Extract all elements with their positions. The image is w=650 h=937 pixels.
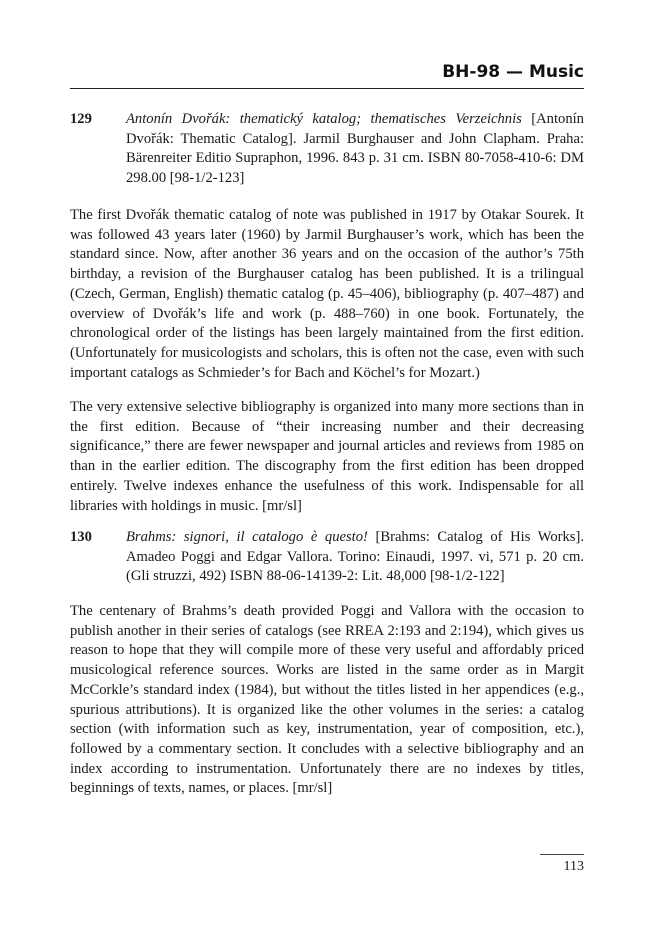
entry-citation [126,528,584,587]
entry-title: Brahms: signori, il catalogo è questo! [126,529,368,545]
page-number: 113 [563,859,584,874]
entry-130 [70,528,584,587]
entry-details: [Brahms: Catalog of His Works]. Amadeo Poggi and Edgar Vallora. Torino: Einaudi, 1997. vi, 571 p. 20 cm. (Gli struzzi, 492) ISBN 88-06-14139-2: Lit. 48,000 [98-1/2-122] [126,529,584,585]
entry-details: [Antonín Dvořák: Thematic Catalog]. Jarmil Burghauser and John Clapham. Praha: Bärenreiter Editio Supraphon, 1996. 843 p. 31 cm. ISBN 80-7058-410-6: DM 298.00 [98-1/2-123] [126,111,584,187]
review-paragraph-1: The first Dvořák thematic catalog of note was published in 1917 by Otakar Sourek. It was followed 43 years later (1960) by Jarmil Burghauser’s work, which has been the standard since. Now, after another 36 years and on the occasion of the author’s 75th birthday, a revision of the Burghauser catalog has been published. It is a trilingual (Czech, German, English) thematic catalog (p. 45–406), bibliography (p. 407–487) and overview of Dvořák’s life and work (p. 488–760) in one book. Fortunately, the chronological order of the listings has been largely maintained from the first edition. (Unfortunately for musicologists and scholars, this is often not the case, even with such important catalogs as Schmieder’s for Bach and Köchel’s for Mozart.) [70,207,584,381]
running-header: BH-98 — Music [442,62,584,82]
footer-rule [540,854,584,855]
entry-title: Antonín Dvořák: thematický katalog; thematisches Verzeichnis [126,111,522,127]
entry-citation [126,110,584,189]
header-rule [70,88,584,89]
entry-number: 129 [70,111,92,127]
review-paragraph-3: The centenary of Brahms’s death provided Poggi and Vallora with the occasion to publish another in their series of catalogs (see RREA 2:193 and 2:194), which gives us reason to hope that they will compile more of these very useful and affordably priced musicological reference sources. Works are listed in the same order as in Margit McCorkle’s standard index (1984), but without the titles listed in her appendices (e.g., spurious attributions). It is organized like the other volumes in the series: a catalog section (with information such as key, instrumentation, year of composition, etc.), followed by a commentary section. It concludes with a selective bibliography and an index according to instrumentation. Unfortunately there are no indexes by titles, beginnings of texts, names, or places. [mr/sl] [70,603,584,797]
entry-number: 130 [70,529,92,545]
review-paragraph-2: The very extensive selective bibliography is organized into many more sections than in the first edition. Because of “their increasing number and their decreasing significance,” there are fewer newspaper and journal articles and reviews from 1985 on than in the earlier edition. The discography from the first edition has been dropped entirely. Twelve indexes enhance the usefulness of this work. Indispensable for all libraries with holdings in music. [mr/sl] [70,399,584,514]
entry-129 [70,110,584,189]
